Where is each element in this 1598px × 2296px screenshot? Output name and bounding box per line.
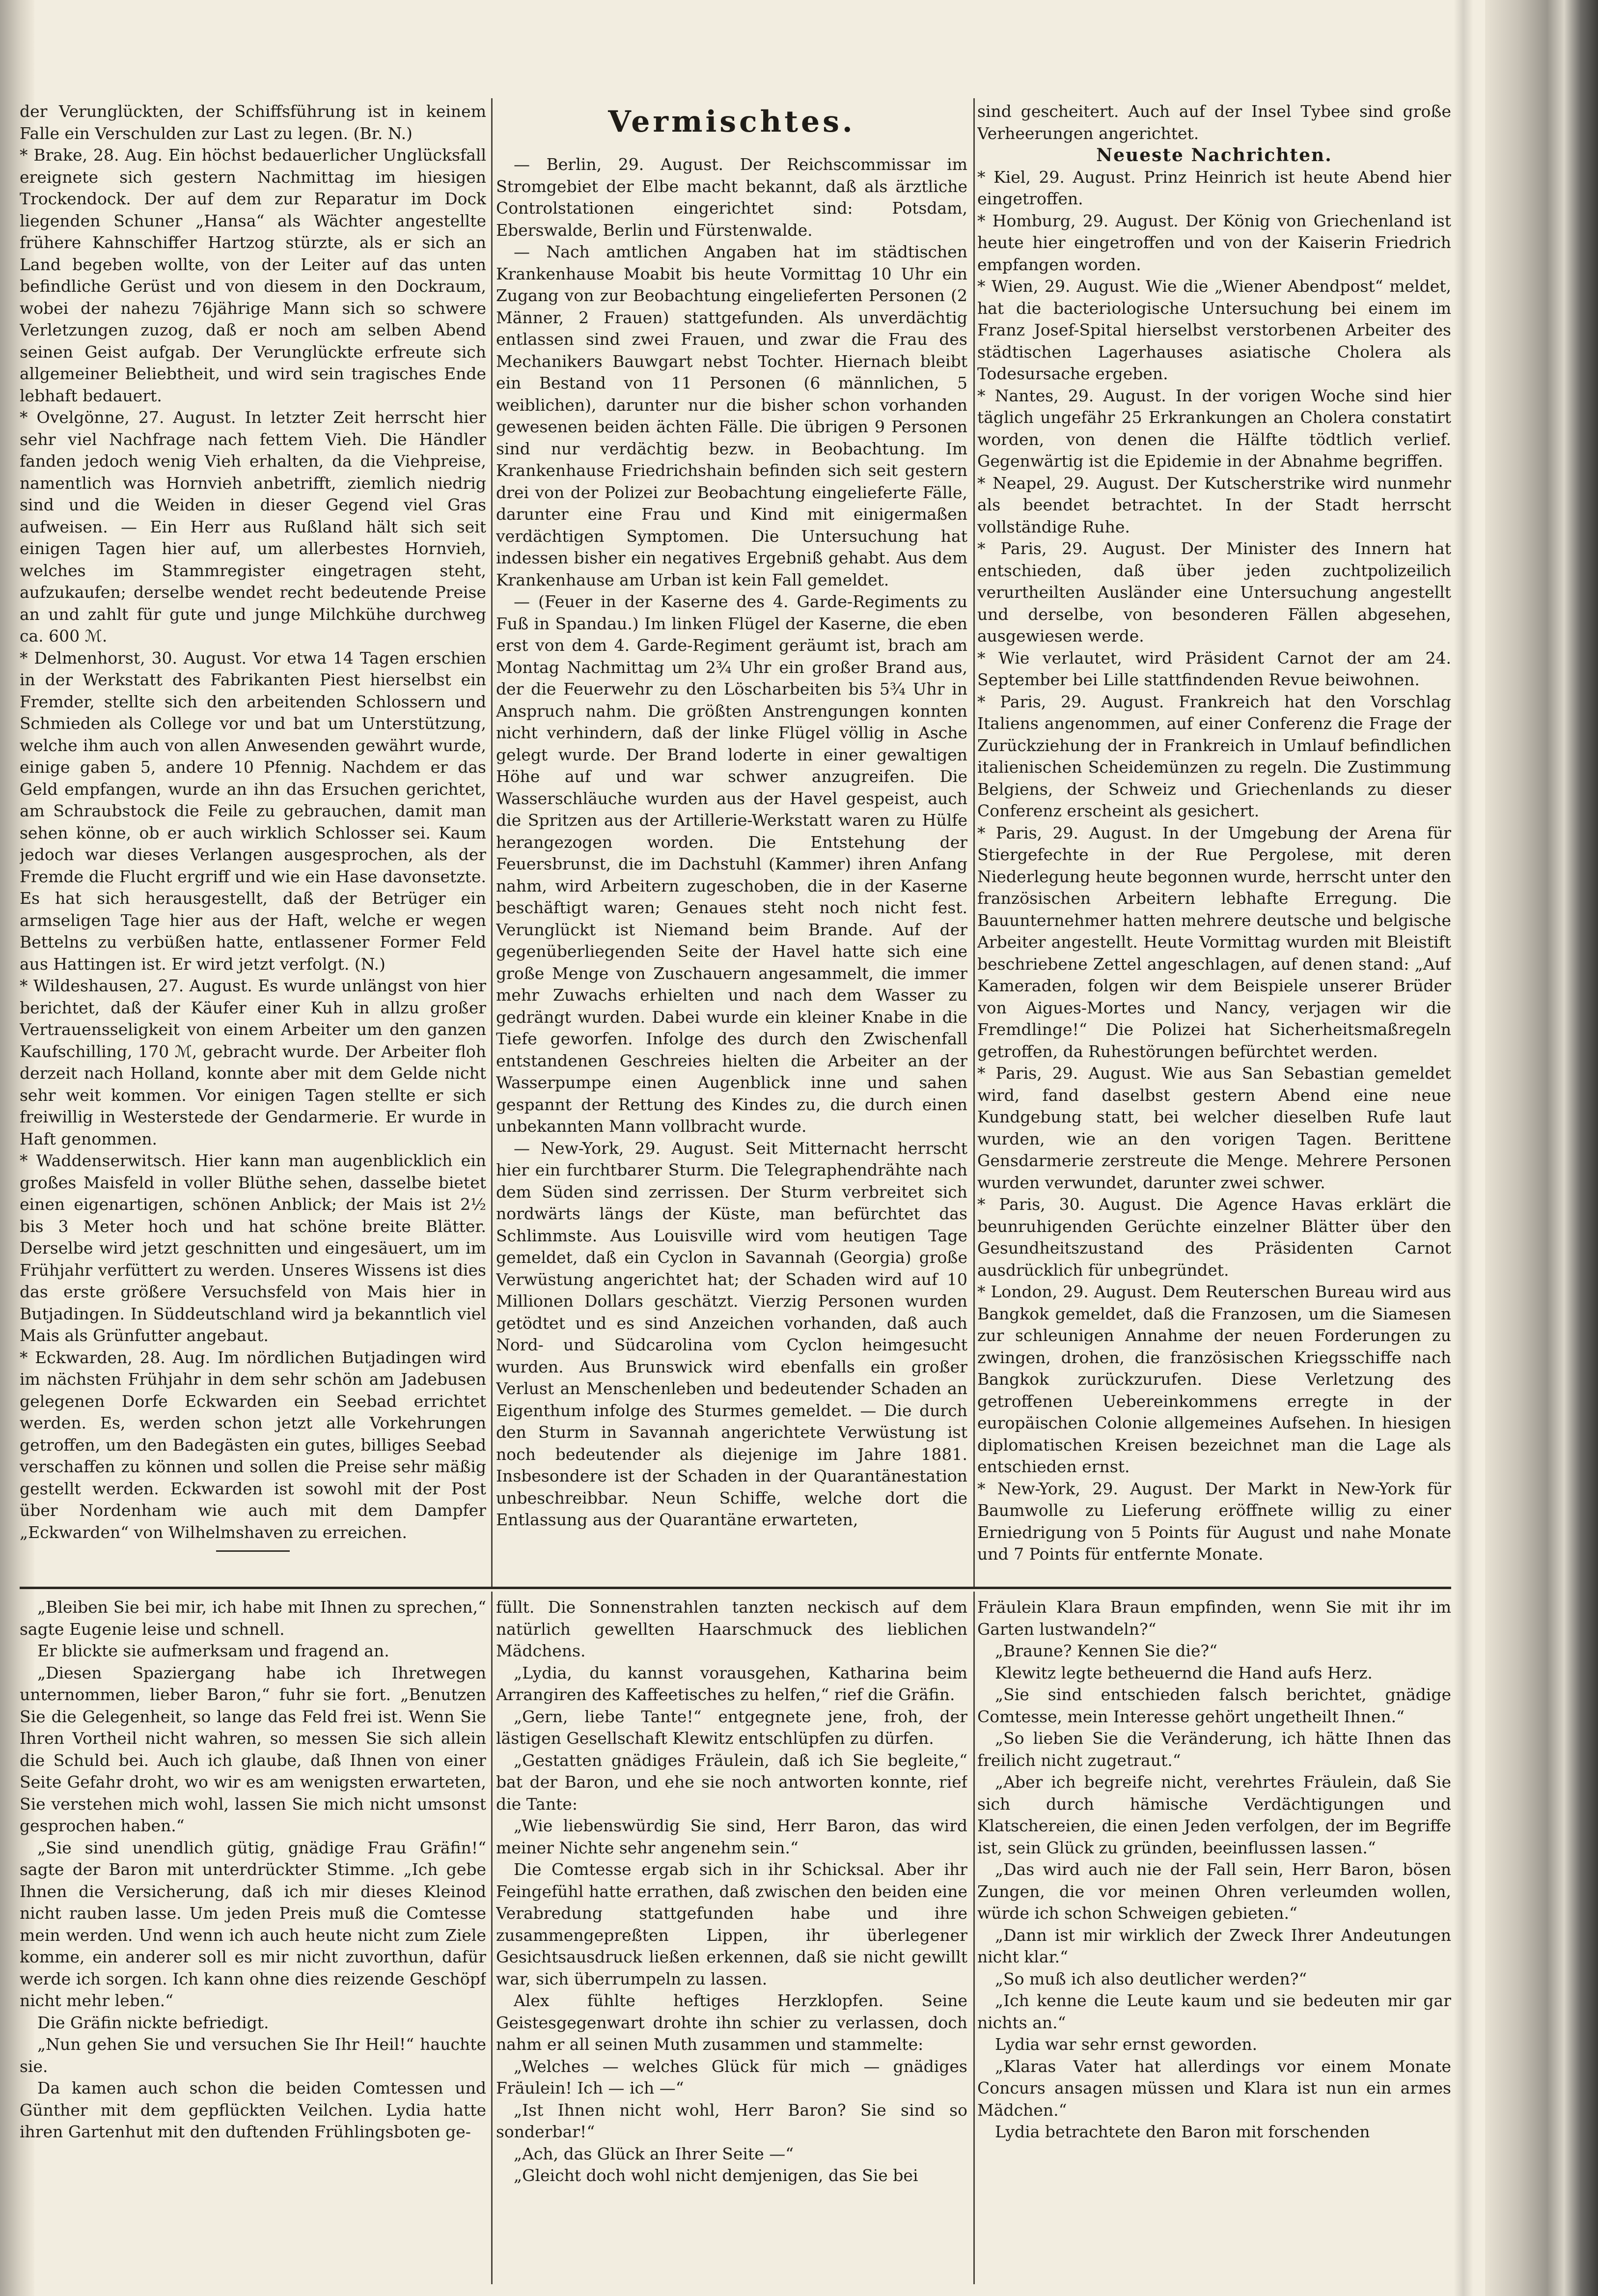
story-paragraph: „Diesen Spaziergang habe ich Ihretwegen unternommen, lieber Baron,“ fuhr sie fort. „Benutzen Sie die Gelegenheit, so lange das Feld frei ist. Wenn Sie Ihren Vortheil nicht wahren, so messen Sie sich allein die Schuld bei. Auch ich glaube, daß Ihnen von einer Seite Gefahr droht, wo wir es am wenigsten erwarteten, Sie verstehen mich wohl, lassen Sie mich nicht umsonst gesprochen haben.“ bbox=[20, 1663, 486, 1835]
news-item-ovelgoenne: * Ovelgönne, 27. August. In letzter Zeit herrscht hier sehr viel Nachfrage nach fettem Vieh. Die Händler fanden jedoch wenig Vieh erhalten, da die Viehpreise, namentlich was Hornvieh anbetrifft, ziemlich niedrig sind und die Weiden in dieser Gegend viel Gras aufweisen. — Ein Herr aus Rußland hält sich seit einigen Tagen hier auf, um allerbestes Hornvieh, welches im Stammregister eingetragen steht, aufzukaufen; derselbe wendet recht bedeutende Preise an und zahlt für gute und junge Milchkühe durchweg ca. 600 ℳ. bbox=[20, 408, 486, 645]
story-paragraph: „Dann ist mir wirklich der Zweck Ihrer Andeutungen nicht klar.“ bbox=[977, 1925, 1451, 1966]
news-item-wien: * Wien, 29. August. Wie die „Wiener Abendpost“ meldet, hat die bacteriologische Untersuchung bei einem im Franz Josef-Spital hierselbst verstorbenen Arbeiter des städtischen Lagerhauses asiatische Cholera als Todesursache ergeben. bbox=[977, 277, 1451, 383]
news-item-paris: * Paris, 29. August. Wie aus San Sebastian gemeldet wird, fand daselbst gestern Abend eine neue Kundgebung statt, bei welcher dieselben Rufe laut wurden, wie an den vorigen Tagen. Berittene Gensdarmerie zerstreute die Menge. Mehrere Personen wurden verwundet, darunter zwei schwer. bbox=[977, 1064, 1451, 1192]
story-paragraph: „So lieben Sie die Veränderung, ich hätte Ihnen das freilich nicht zugetraut.“ bbox=[977, 1729, 1451, 1770]
story-paragraph: „Wie liebenswürdig Sie sind, Herr Baron, das wird meiner Nichte sehr angenehm sein.“ bbox=[496, 1816, 967, 1857]
story-paragraph: „Sie sind entschieden falsch berichtet, gnädige Comtesse, mein Interesse gehört ungetheilt Ihnen.“ bbox=[977, 1685, 1451, 1726]
news-item-paris: * Paris, 29. August. Frankreich hat den Vorschlag Italiens angenommen, auf einer Conferenz die Frage der Zurückziehung der in Frankreich in Umlauf befindlichen italienischen Scheidemünzen zu regeln. Die Zustimmung Belgiens, der Schweiz und Griechenlands zu dieser Conferenz erscheint als gesichert. bbox=[977, 692, 1451, 820]
news-item-homburg: * Homburg, 29. August. Der König von Griechenland ist heute hier eingetroffen und von der Kaiserin Friedrich empfangen worden. bbox=[977, 211, 1451, 274]
news-item-new-york: * New-York, 29. August. Der Markt in New-York für Baumwolle zu Lieferung eröffnete willig zu einer Erniedrigung von 5 Points für August und nahe Monate und 7 Points für entfernte Monate. bbox=[977, 1479, 1451, 1564]
news-column-2 bbox=[496, 101, 967, 1574]
story-paragraph: „Aber ich begreife nicht, verehrtes Fräulein, daß Sie sich durch hämische Verdächtigungen und Klatschereien, die einen Jeden verfolgen, der im Begriffe ist, sein Glück zu gründen, beeinflussen lassen.“ bbox=[977, 1772, 1451, 1857]
news-item-neapel: * Neapel, 29. August. Der Kutscherstrike wird nunmehr als beendet betrachtet. In der Stadt herrscht vollständige Ruhe. bbox=[977, 473, 1451, 536]
news-column-1 bbox=[20, 101, 486, 1574]
news-item-london: * London, 29. August. Dem Reuterschen Bureau wird aus Bangkok gemeldet, daß die Franzosen, um die Siamesen zur schleunigen Annahme der neuen Forderungen zu zwingen, drohen, die französischen Kriegsschiffe nach Bangkok zurückzurufen. Diese Verletzung des getroffenen Uebereinkommens erregte in der europäischen Colonie allgemeines Aufsehen. In hiesigen diplomatischen Kreisen bezeichnet man die Lage als entschieden ernst. bbox=[977, 1282, 1451, 1476]
news-paragraph: sind gescheitert. Auch auf der Insel Tybee sind große Verheerungen angerichtet. bbox=[977, 102, 1451, 143]
story-paragraph: Lydia betrachtete den Baron mit forschenden bbox=[995, 2122, 1370, 2141]
news-item-nantes: * Nantes, 29. August. In der vorigen Woche sind hier täglich ungefähr 25 Erkrankungen an Cholera constatirt worden, von denen die Hälfte tödtlich verlief. Gegenwärtig ist die Epidemie in der Abnahme begriffen. bbox=[977, 386, 1451, 471]
story-paragraph: „Gern, liebe Tante!“ entgegnete jene, froh, der lästigen Gesellschaft Klewitz entschlüpfen zu dürfen. bbox=[496, 1707, 967, 1748]
story-paragraph: „Ist Ihnen nicht wohl, Herr Baron? Sie sind so sonderbar!“ bbox=[496, 2100, 967, 2141]
column-rule bbox=[973, 98, 975, 1587]
story-paragraph: Klewitz legte betheuernd die Hand aufs Herz. bbox=[995, 1663, 1373, 1682]
feuilleton-divider bbox=[20, 1587, 1451, 1589]
feuilleton-column-3 bbox=[977, 1596, 1451, 2284]
news-item-eckwarden: * Eckwarden, 28. Aug. Im nördlichen Butjadingen wird im nächsten Frühjahr in dem sehr schön am Jadebusen gelegenen Dorfe Eckwarden ein Seebad errichtet werden. Es, werden schon jetzt alle Vorkehrungen getroffen, um den Badegästen ein gutes, billiges Seebad verschaffen zu können und sollen die Preise sehr mäßig gestellt werden. Eckwarden ist sowohl mit der Post über Nordenham wie auch mit dem Dampfer „Eckwarden“ von Wilhelmshaven zu erreichen. bbox=[20, 1347, 486, 1542]
page-edge-shadow bbox=[1485, 0, 1598, 2296]
story-paragraph: füllt. Die Sonnenstrahlen tanzten neckisch auf dem natürlich gewellten Haarschmuck des lieblichen Mädchens. bbox=[496, 1597, 967, 1660]
story-paragraph: Die Gräfin nickte befriedigt. bbox=[37, 2013, 269, 2032]
news-item-delmenhorst: * Delmenhorst, 30. August. Vor etwa 14 Tagen erschien in der Werkstatt des Fabrikanten Piest hierselbst ein Fremder, stellte sich den arbeitenden Schlossern und Schmieden als College vor und bat um Unterstützung, welche ihm auch von allen Anwesenden gewährt wurde, einige gaben 5, andere 10 Pfennig. Nachdem er das Geld empfangen, wurde an ihn das Ersuchen gerichtet, am Schraubstock die Feile zu gebrauchen, damit man sehen könne, ob er auch wirklich Schlosser sei. Kaum jedoch war dieses Verlangen ausgesprochen, als der Fremde die Flucht ergriff und wie ein Hase davonsetzte. Es hat sich herausgestellt, daß der Betrüger ein armseligen Tage hier aus der Haft, welche er wegen Bettelns zu verbüßen hatte, entlassener Former Feld aus Hattingen ist. Er wird jetzt verfolgt. (N.) bbox=[20, 648, 486, 974]
news-item-paris: * Paris, 29. August. In der Umgebung der Arena für Stiergefechte in der Rue Pergolese, mit deren Niederlegung heute begonnen wurde, herrscht unter den französischen Arbeitern lebhafte Erregung. Die Bauunternehmer hatten mehrere deutsche und belgische Arbeiter angestellt. Heute Vormittag wurden mit Bleistift beschriebene Zettel angeschlagen, auf denen stand: „Auf Kameraden, folgen wir dem Beispiele unserer Brüder von Aigues-Mortes und Nancy, verjagen wir die Fremdlinge!“ Die Polizei hat Sicherheitsmaßregeln getroffen, da Ruhestörungen befürchtet werden. bbox=[977, 823, 1451, 1061]
news-item-new-york: — New-York, 29. August. Seit Mitternacht herrscht hier ein furchtbarer Sturm. Die Telegraphendrähte nach dem Süden sind zerrissen. Der Sturm verbreitet sich nordwärts längs der Küste, man befürchtet das Schlimmste. Aus Louisville wird vom heutigen Tage gemeldet, daß ein Cyclon in Savannah (Georgia) große Verwüstung angerichtet hat; der Schaden wird auf 10 Millionen Dollars geschätzt. Vierzig Personen wurden getödtet und es sind Anzeichen vorhanden, daß auch Nord- und Südcarolina vom Cyclon heimgesucht wurden. Aus Brunswick wird ebenfalls ein großer Verlust an Menschenleben und bedeutender Schaden an Eigenthum infolge des Sturmes gemeldet. — Die durch den Sturm in Savannah angerichtete Verwüstung ist noch bedeutender als diejenige im Jahre 1881. Insbesondere ist der Schaden in der Quarantänestation unbeschreibbar. Neun Schiffe, welche dort die Entlassung aus der Quarantäne erwarteten, bbox=[496, 1138, 967, 1529]
news-item-moabit: — Nach amtlichen Angaben hat im städtischen Krankenhause Moabit bis heute Vormittag 10 Uhr ein Zugang von zur Beobachtung eingelieferten Personen (2 Männer, 2 Frauen) stattgefunden. Als unverdächtig entlassen sind zwei Frauen, und zwar die Frau des Mechanikers Bauwgart nebst Tochter. Hiernach bleibt ein Bestand von 11 Personen (6 männlichen, 5 weiblichen), darunter nur die bisher schon vorhanden gewesenen beiden ächten Fälle. Die übrigen 9 Personen sind nur verdächtig bezw. in Beobachtung. Im Krankenhause Friedrichshain befinden sich seit gestern drei von der Polizei zur Beobachtung eingelieferte Fälle, darunter eine Frau und Kind mit einigermaßen verdächtigen Symptomen. Die Untersuchung hat indessen bisher ein negatives Ergebniß gehabt. Aus dem Krankenhause am Urban ist kein Fall gemeldet. bbox=[496, 242, 967, 589]
story-paragraph: „Ach, das Glück an Ihrer Seite —“ bbox=[514, 2144, 794, 2163]
news-item-berlin: — Berlin, 29. August. Der Reichscommissar im Stromgebiet der Elbe macht bekannt, daß als ärztliche Controlstationen eingerichtet sind: Potsdam, Eberswalde, Berlin und Fürstenwalde. bbox=[496, 155, 967, 240]
story-paragraph: Lydia war sehr ernst geworden. bbox=[995, 2035, 1258, 2054]
news-item-paris: * Paris, 29. August. Der Minister des Innern hat entschieden, daß über jeden zuchtpolizeilich verurtheilten Ausländer eine Untersuchung angestellt und derselbe, von besonderen Fällen abgesehen, ausgewiesen werde. bbox=[977, 539, 1451, 645]
story-paragraph: „Sie sind unendlich gütig, gnädige Frau Gräfin!“ sagte der Baron mit unterdrückter Stimme. „Ich gebe Ihnen die Versicherung, daß ich mir dieses Kleinod nicht rauben lasse. Um jeden Preis muß die Comtesse mein werden. Und wenn ich auch heute nicht zum Ziele komme, ein anderer soll es mir nicht zuvorthun, dafür werde ich sorgen. Ich kann ohne dies reizende Geschöpf nicht mehr leben.“ bbox=[20, 1838, 486, 2010]
news-item-kiel: * Kiel, 29. August. Prinz Heinrich ist heute Abend hier eingetroffen. bbox=[977, 167, 1451, 208]
news-item-brake: * Brake, 28. Aug. Ein höchst bedauerlicher Unglücksfall ereignete sich gestern Nachmittag im hiesigen Trockendock. Der auf dem zur Reparatur im Dock liegenden Schuner „Hansa“ als Wächter angestellte frühere Kahnschiffer Hartzog stürzte, als er sich an Land begeben wollte, von der Leiter auf das unten befindliche Gerüst und von diesem in den Dockraum, wobei der nahezu 76jährige Mann sich so schwere Verletzungen zuzog, daß er noch am selben Abend seinen Geist aufgab. Der Verunglückte erfreute sich allgemeiner Beliebtheit, und wird sein tragisches Ende lebhaft bedauert. bbox=[20, 145, 486, 405]
column-rule bbox=[491, 98, 493, 1587]
story-paragraph: Alex fühlte heftiges Herzklopfen. Seine Geistesgegenwart drohte ihn schier zu verlassen, doch nahm er all seinen Muth zusammen und stammelte: bbox=[496, 1991, 967, 2054]
page-fold bbox=[1454, 0, 1473, 2296]
news-item-spandau: — (Feuer in der Kaserne des 4. Garde-Regiments zu Fuß in Spandau.) Im linken Flügel der Kaserne, die eben erst von dem 4. Garde-Regiment geräumt ist, brach am Montag Nachmittag um 2¾ Uhr ein großer Brand aus, der die Feuerwehr zu den Löscharbeiten bis 5¾ Uhr in Anspruch nahm. Die größten Anstrengungen konnten nicht verhindern, daß der linke Flügel völlig in Asche gelegt wurde. Der Brand loderte in einer gewaltigen Höhe auf und war schwer anzugreifen. Die Wasserschläuche wurden aus der Havel gespeist, auch die Spritzen aus der Artillerie-Werkstatt waren zu Hülfe herangezogen worden. Die Entstehung der Feuersbrunst, die im Dachstuhl (Kammer) ihren Anfang nahm, wird Arbeitern zugeschoben, die in der Kaserne beschäftigt waren; Genaues steht noch nicht fest. Verunglückt ist Niemand beim Brande. Auf der gegenüberliegenden Seite der Havel hatte sich eine große Menge von Zuschauern angesammelt, die immer mehr Zuwachs erhielten und nach dem Wasser zu gedrängt wurden. Dabei wurde ein kleiner Knabe in die Tiefe geworfen. Infolge des durch den Zwischenfall entstandenen Geschreies hielten die Arbeiter an der Wasserpumpe einen Augenblick inne und sahen gespannt der Rettung des Kindes zu, die durch einen unbekannten Mann vollbracht wurde. bbox=[496, 592, 967, 1136]
story-paragraph: Er blickte sie aufmerksam und fragend an. bbox=[37, 1641, 389, 1660]
column-rule bbox=[491, 1592, 493, 2284]
story-paragraph: „Bleiben Sie bei mir, ich habe mit Ihnen zu sprechen,“ sagte Eugenie leise und schnell. bbox=[20, 1597, 486, 1639]
news-item-wildeshausen: * Wildeshausen, 27. August. Es wurde unlängst von hier berichtet, daß der Käufer einer Kuh in allzu großer Vertrauensseligkeit von einem Arbeiter um den ganzen Kaufschilling, 170 ℳ, gebracht wurde. Der Arbeiter floh derzeit nach Holland, konnte aber mit dem Gelde nicht sehr weit kommen. Vor einigen Tagen stellte er sich freiwillig in Westerstede der Gendarmerie. Er wurde in Haft genommen. bbox=[20, 976, 486, 1148]
news-column-3 bbox=[977, 101, 1451, 1574]
feuilleton-column-1 bbox=[20, 1596, 486, 2284]
story-paragraph: Da kamen auch schon die beiden Comtessen und Günther mit dem gepflückten Veilchen. Lydia hatte ihren Gartenhut mit den duftenden Frühlingsboten ge- bbox=[20, 2078, 486, 2141]
section-subheading: Neueste Nachrichten. bbox=[1096, 145, 1332, 166]
story-paragraph: „Lydia, du kannst vorausgehen, Katharina beim Arrangiren des Kaffeetisches zu helfen,“ rief die Gräfin. bbox=[496, 1663, 967, 1704]
news-paragraph: der Verunglückten, der Schiffsführung ist in keinem Falle ein Verschulden zur Last zu legen. (Br. N.) bbox=[20, 102, 486, 143]
story-paragraph: „Klaras Vater hat allerdings vor einem Monate Concurs ansagen müssen und Klara ist nun ein armes Mädchen.“ bbox=[977, 2056, 1451, 2120]
story-paragraph: „Das wird auch nie der Fall sein, Herr Baron, bösen Zungen, die vor meinen Ohren verleumden wollen, würde ich schon Schweigen gebieten.“ bbox=[977, 1860, 1451, 1923]
story-paragraph: „Gestatten gnädiges Fräulein, daß ich Sie begleite,“ bat der Baron, und ehe sie noch antworten konnte, rief die Tante: bbox=[496, 1750, 967, 1814]
news-item-waddenserwitsch: * Waddenserwitsch. Hier kann man augenblicklich ein großes Maisfeld in voller Blüthe sehen, dasselbe bietet einen eigenartigen, schönen Anblick; der Mais ist 2½ bis 3 Meter hoch und hat schöne breite Blätter. Derselbe wird jetzt geschnitten und eingesäuert, um im Frühjahr verfüttert zu werden. Unseres Wissens ist dies das erste größere Versuchsfeld von Mais hier in Butjadingen. In Süddeutschland wird ja bekanntlich viel Mais als Grünfutter angebaut. bbox=[20, 1151, 486, 1345]
story-paragraph: Die Comtesse ergab sich in ihr Schicksal. Aber ihr Feingefühl hatte errathen, daß zwischen den beiden eine Verabredung stattgefunden habe und ihre zusammengepreßten Lippen, ihr überlegener Gesichtsausdruck ließen erkennen, daß sie nicht gewillt war, sich überrumpeln zu lassen. bbox=[496, 1860, 967, 1988]
feuilleton-column-2 bbox=[496, 1596, 967, 2284]
end-rule bbox=[216, 1550, 290, 1552]
news-item-paris: * Paris, 30. August. Die Agence Havas erklärt die beunruhigenden Gerüchte einzelner Blätter über den Gesundheitszustand des Präsidenten Carnot ausdrücklich für unbegründet. bbox=[977, 1195, 1451, 1280]
story-paragraph: „Nun gehen Sie und versuchen Sie Ihr Heil!“ hauchte sie. bbox=[20, 2035, 486, 2076]
story-paragraph: „So muß ich also deutlicher werden?“ bbox=[995, 1969, 1307, 1988]
story-paragraph: „Welches — welches Glück für mich — gnädiges Fräulein! Ich — ich —“ bbox=[496, 2056, 967, 2098]
story-paragraph: „Gleicht doch wohl nicht demjenigen, das Sie bei bbox=[514, 2166, 918, 2185]
story-paragraph: „Ich kenne die Leute kaum und sie bedeuten mir gar nichts an.“ bbox=[977, 1991, 1451, 2032]
story-paragraph: „Braune? Kennen Sie die?“ bbox=[995, 1641, 1218, 1660]
column-rule bbox=[973, 1592, 975, 2284]
section-heading: Vermischtes. bbox=[608, 105, 855, 139]
story-paragraph: Fräulein Klara Braun empfinden, wenn Sie mit ihr im Garten lustwandeln?“ bbox=[977, 1597, 1451, 1639]
news-item-carnot: * Wie verlautet, wird Präsident Carnot der am 24. September bei Lille stattfindenden Revue beiwohnen. bbox=[977, 648, 1451, 689]
